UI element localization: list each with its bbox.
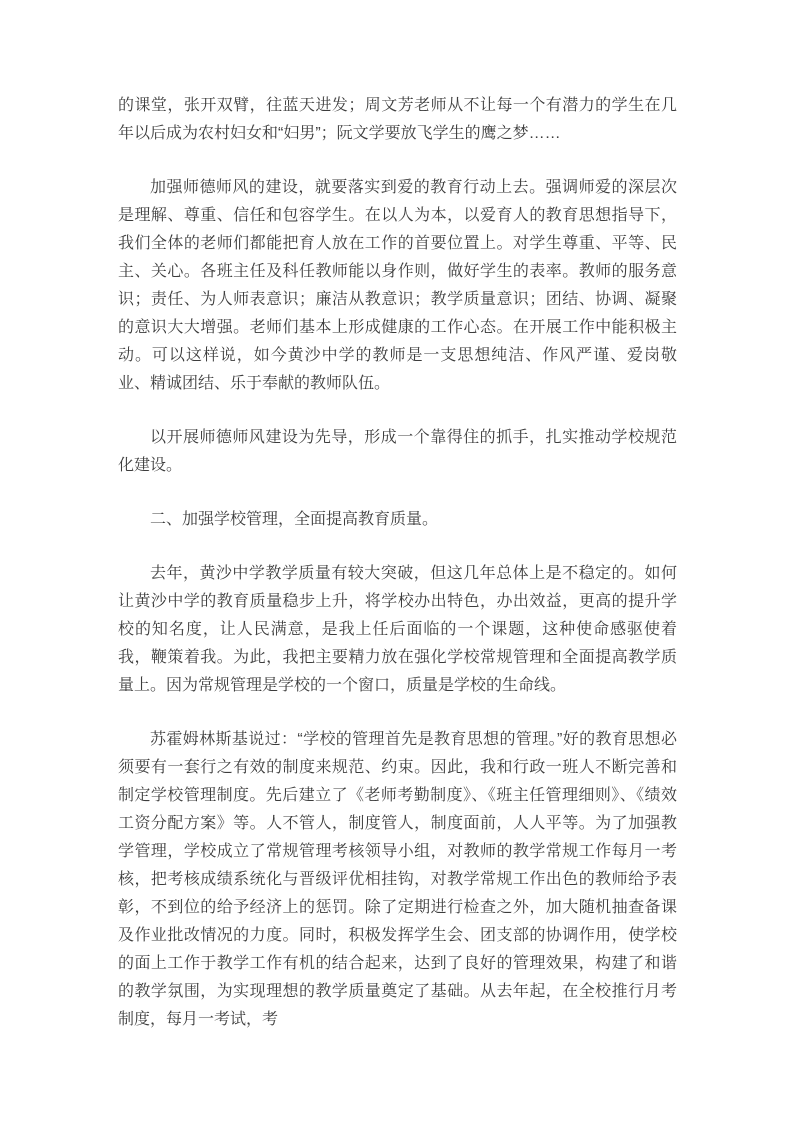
document-body	[118, 92, 677, 1034]
paragraph: 加强师德师风的建设，就要落实到爱的教育行动上去。强调师爱的深层次是理解、尊重、信任和包容学生。在以人为本，以爱育人的教育思想指导下，我们全体的老师们都能把育人放在工作的首要位置上。对学生尊重、平等、民主、关心。各班主任及科任教师能以身作则，做好学生的表率。教师的服务意识；责任、为人师表意识；廉洁从教意识；教学质量意识；团结、协调、凝聚的意识大大增强。老师们基本上形成健康的工作心态。在开展工作中能积极主动。可以这样说，如今黄沙中学的教师是一支思想纯洁、作风严谨、爱岗敬业、精诚团结、乐于奉献的教师队伍。	[118, 179, 677, 392]
paragraph: 苏霍姆林斯基说过：“学校的管理首先是教育思想的管理。”好的教育思想必须要有一套行之有效的制度来规范、约束。因此，我和行政一班人不断完善和制定学校管理制度。先后建立了《老师考勤制度》、《班主任管理细则》、《绩效工资分配方案》等。人不管人，制度管人，制度面前，人人平等。为了加强教学管理，学校成立了常规管理考核领导小组，对教师的教学常规工作每月一考核，把考核成绩系统化与晋级评优相挂钩，对教学常规工作出色的教师给予表彰，不到位的给予经济上的惩罚。除了定期进行检查之外，加大随机抽查备课及作业批改情况的力度。同时，积极发挥学生会、团支部的协调作用，使学校的面上工作于教学工作有机的结合起来，达到了良好的管理效果，构建了和谐的教学氛围，为实现理想的教学质量奠定了基础。从去年起，在全校推行月考制度，每月一考试，考	[118, 731, 677, 1028]
paragraph-continuation: 的课堂，张开双臂，往蓝天进发；周文芳老师从不让每一个有潜力的学生在几年以后成为农村妇女和“妇男”；阮文学要放飞学生的鹰之梦……	[118, 97, 677, 142]
section-heading: 二、加强学校管理，全面提高教育质量。	[150, 511, 439, 528]
paragraph: 以开展师德师风建设为先导，形成一个靠得住的抓手，扎实推动学校规范化建设。	[118, 429, 677, 474]
paragraph: 去年，黄沙中学教学质量有较大突破，但这几年总体上是不稳定的。如何让黄沙中学的教育质量稳步上升，将学校办出特色，办出效益，更高的提升学校的知名度，让人民满意，是我上任后面临的一个课题，这种使命感驱使着我，鞭策着我。为此，我把主要精力放在强化学校常规管理和全面提高教学质量上。因为常规管理是学校的一个窗口，质量是学校的生命线。	[118, 565, 677, 694]
